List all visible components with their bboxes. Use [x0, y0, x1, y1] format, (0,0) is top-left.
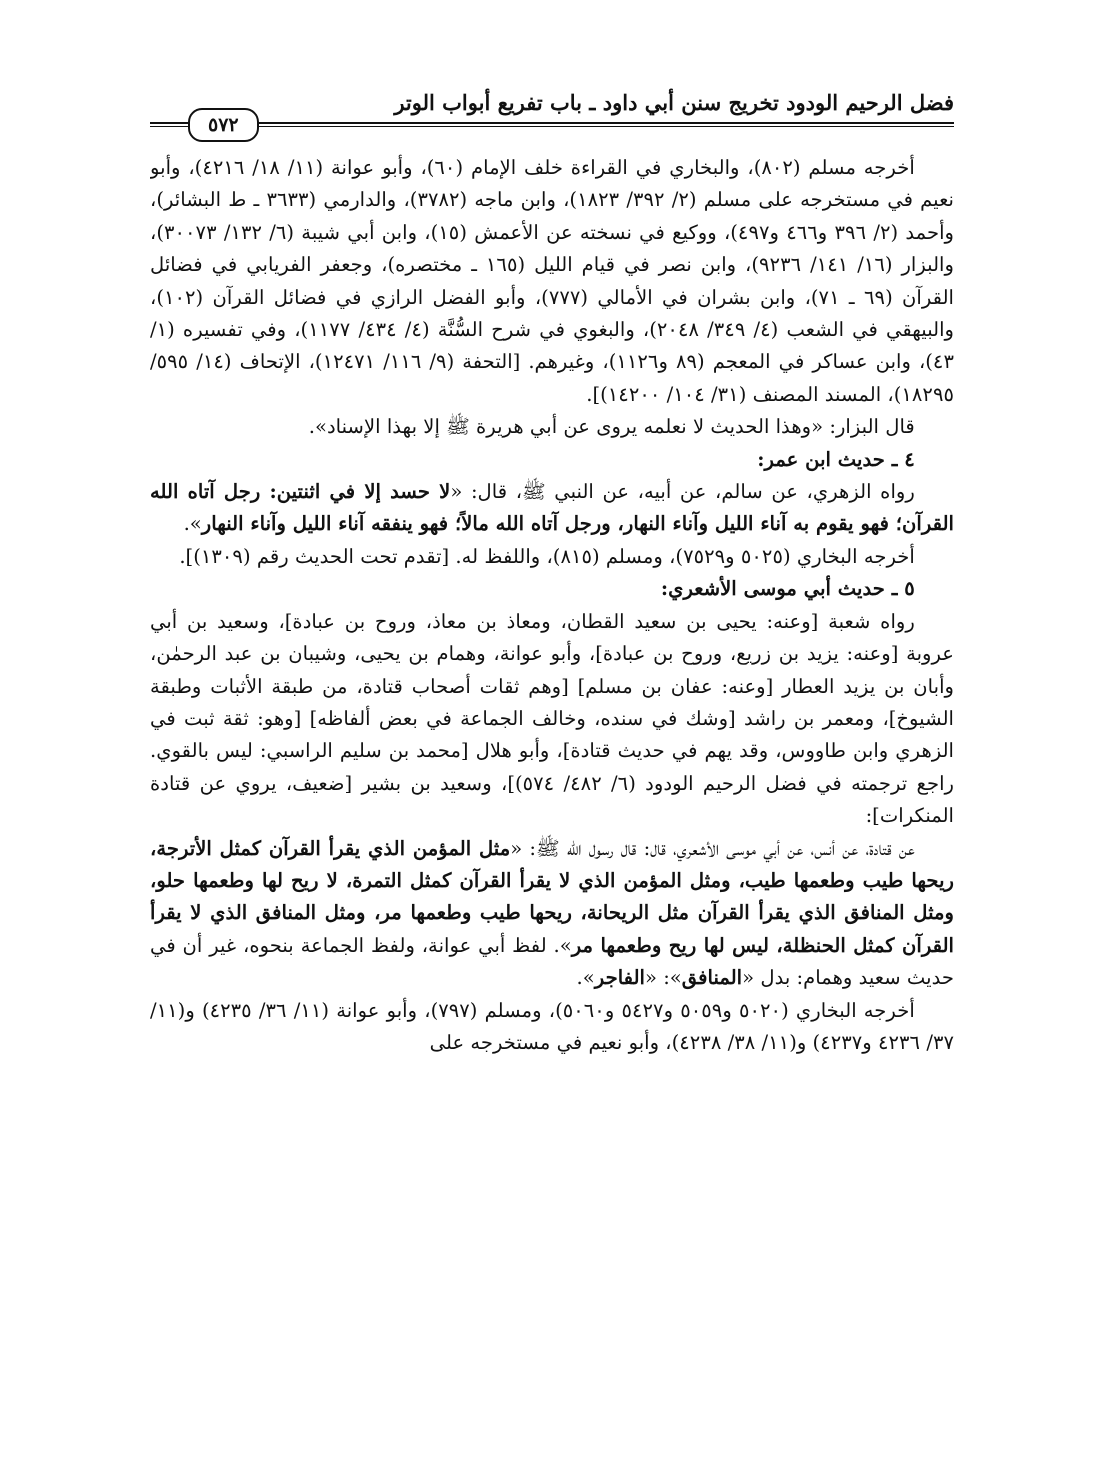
paragraph-takhrij-2: أخرجه البخاري (٥٠٢٥ و٧٥٢٩)، ومسلم (٨١٥)، واللفظ له. [تقدم تحت الحديث رقم (١٣٠٩)]. [179, 544, 915, 568]
hadith-text: لا حسد إلا في اثنتين: رجل آتاه الله القرآن؛ فهو يقوم به آناء الليل وآناء النهار، ورجل آتاه الله مالاً؛ فهو ينفقه آناء الليل وآناء النهار [150, 480, 954, 536]
paragraph-abu-musa-hadith [150, 833, 954, 995]
word-munafiq: المنافق [681, 966, 743, 990]
narration-intro: رواه الزهري، عن سالم، عن أبيه، عن النبي ﷺ، قال: « [450, 480, 915, 504]
paragraph-narrators: رواه شعبة [وعنه: يحيى بن سعيد القطان، ومعاذ بن معاذ، وروح بن عبادة]، وسعيد بن أبي عروبة [وعنه: يزيد بن زريع، وروح بن عبادة]، وأبو عوانة، وهمام بن يحيى، وشيبان بن عبد الرحمٰن، وأبان بن يزيد العطار [وعنه: عفان بن مسلم] [وهم ثقات أصحاب قتادة، من طبقة الأثبات وطبقة الشيوخ]، ومعمر بن راشد [وشك في سنده، وخالف الجماعة في بعض ألفاظه] [وهو: ثقة ثبت في الزهري وابن طاووس، وقد يهم في حديث قتادة]، وأبو هلال [محمد بن سليم الراسبي: ليس بالقوي. راجع ترجمته في فضل الرحيم الودود (٦/ ٤٨٢/ ٥٧٤)]، وسعيد بن بشير [ضعيف، يروي عن قتادة المنكرات]: [150, 609, 954, 828]
page-number-badge [188, 108, 259, 142]
paragraph-ibn-umar-hadith [150, 476, 954, 541]
header-rule [150, 122, 954, 124]
quote-close: ». [576, 966, 595, 990]
quote-close: ». [183, 512, 202, 536]
hadith-text: مثل المؤمن الذي يقرأ القرآن كمثل الأترجة، ريحها طيب وطعمها طيب، ومثل المؤمن الذي لا يقرأ القرآن كمثل التمرة، لا ريح لها وطعمها حلو، ومثل المنافق الذي يقرأ القرآن مثل الريحانة، ريحها طيب وطعمها مر، ومثل المنافق الذي لا يقرأ القرآن كمثل الحنظلة، ليس لها ريح وطعمها مر [150, 836, 954, 957]
word-fajir: الفاجر [594, 966, 645, 990]
page-header [150, 86, 954, 138]
narration-intro: عن قتادة، عن أنس، عن أبي موسى الأشعري، قال: قال رسول الله ﷺ: « [510, 836, 915, 860]
separator: »: « [644, 966, 682, 990]
section-heading-abu-musa: ٥ ـ حديث أبي موسى الأشعري: [660, 577, 915, 601]
running-title: فضل الرحيم الودود تخريج سنن أبي داود ـ باب تفريع أبواب الوتر [394, 90, 954, 115]
paragraph-takhrij-1: أخرجه مسلم (٨٠٢)، والبخاري في القراءة خلف الإمام (٦٠)، وأبو عوانة (١١/ ١٨/ ٤٢١٦)، وأبو نعيم في مستخرجه على مسلم (٢/ ٣٩٢/ ١٨٢٣)، وابن ماجه (٣٧٨٢)، والدارمي (٣٦٣٣ ـ ط البشائر)، وأحمد (٢/ ٣٩٦ و٤٦٦ و٤٩٧)، ووكيع في نسخته عن الأعمش (١٥)، وابن أبي شيبة (٦/ ١٣٢/ ٣٠٠٧٣)، والبزار (١٦/ ١٤١/ ٩٢٣٦)، وابن نصر في قيام الليل (١٦٥ ـ مختصره)، وجعفر الفريابي في فضائل القرآن (٦٩ ـ ٧١)، وابن بشران في الأمالي (٧٧٧)، وأبو الفضل الرازي في فضائل القرآن (١٠٢)، والبيهقي في الشعب (٤/ ٣٤٩/ ٢٠٤٨)، والبغوي في شرح السُّنَّة (٤/ ٤٣٤/ ١١٧٧)، وفي تفسيره (١/ ٤٣)، وابن عساكر في المعجم (٨٩ و١١٢٦)، وغيرهم. [التحفة (٩/ ١١٦/ ١٢٤٧١)، الإتحاف (١٤/ ٥٩٥/ ١٨٢٩٥)، المسند المصنف (٣١/ ١٠٤/ ١٤٢٠٠)]. [150, 156, 954, 406]
commentary: ». لفظ أبي عوانة، ولفظ الجماعة بنحوه، غير أن في حديث سعيد وهمام: بدل « [150, 933, 954, 990]
page-body [150, 152, 954, 1353]
paragraph-bazzar-quote: قال البزار: «وهذا الحديث لا نعلمه يروى عن أبي هريرة ﷺ إلا بهذا الإسناد». [308, 415, 915, 439]
page-number: ٥٧٢ [208, 114, 239, 136]
paragraph-takhrij-3: أخرجه البخاري (٥٠٢٠ و٥٠٥٩ و٥٤٢٧ و٥٠٦٠)، ومسلم (٧٩٧)، وأبو عوانة (١١/ ٣٦/ ٤٢٣٥) و(١١/ ٣٧/ ٤٢٣٦ و٤٢٣٧) و(١١/ ٣٨/ ٤٢٣٨)، وأبو نعيم في مستخرجه على [150, 998, 954, 1054]
header-rule-thin [150, 126, 954, 127]
section-heading-ibn-umar: ٤ ـ حديث ابن عمر: [757, 447, 915, 471]
